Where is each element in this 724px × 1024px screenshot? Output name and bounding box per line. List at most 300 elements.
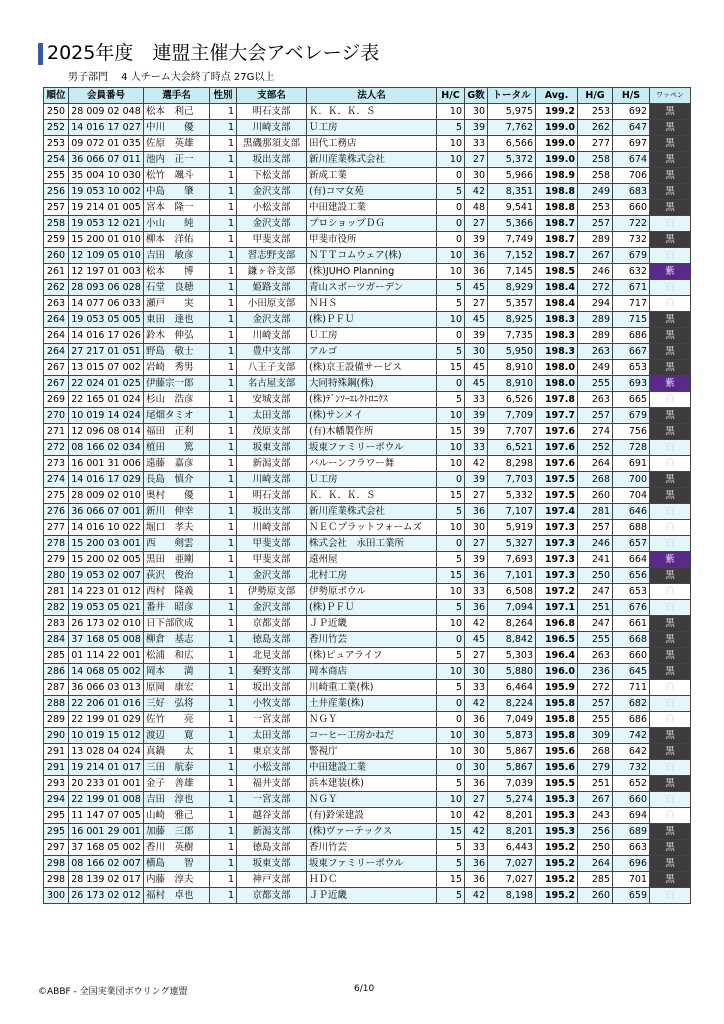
cell-gender: 1: [210, 696, 237, 712]
cell-gender: 1: [210, 376, 237, 392]
cell-badge: 白: [650, 392, 691, 408]
cell-gender: 1: [210, 216, 237, 232]
cell-handicap: 0: [437, 632, 465, 648]
cell-company: 新川産業株式会社: [307, 504, 437, 520]
cell-gender: 1: [210, 312, 237, 328]
table-row: [44, 328, 691, 344]
cell-high-game: 257: [578, 520, 613, 536]
cell-average: 195.3: [536, 808, 578, 824]
cell-total: 7,107: [488, 504, 536, 520]
cell-rank: 298: [44, 856, 69, 872]
cell-high-series: 686: [613, 712, 650, 728]
cell-handicap: 15: [437, 568, 465, 584]
cell-company: 坂東ファミリーボウル: [307, 440, 437, 456]
cell-high-series: 664: [613, 552, 650, 568]
cell-company: 土井産業(株): [307, 696, 437, 712]
cell-player-name: 福村 卓也: [144, 888, 210, 904]
cell-average: 197.4: [536, 504, 578, 520]
cell-high-series: 686: [613, 328, 650, 344]
cell-gender: 1: [210, 200, 237, 216]
cell-average: 197.7: [536, 408, 578, 424]
cell-high-series: 701: [613, 872, 650, 888]
cell-badge: 白: [650, 520, 691, 536]
cell-player-name: 岩崎 秀男: [144, 360, 210, 376]
cell-average: 198.0: [536, 360, 578, 376]
cell-company: (株)サンメイ: [307, 408, 437, 424]
cell-badge: 黒: [650, 824, 691, 840]
cell-player-name: 石堂 良穂: [144, 280, 210, 296]
table-row: [44, 376, 691, 392]
cell-member-no: 16 001 29 001: [69, 824, 144, 840]
cell-badge: 黒: [650, 168, 691, 184]
cell-member-no: 26 173 02 010: [69, 616, 144, 632]
cell-rank: 298: [44, 872, 69, 888]
cell-games: 30: [465, 344, 488, 360]
cell-badge: 白: [650, 504, 691, 520]
cell-member-no: 36 066 03 013: [69, 680, 144, 696]
cell-company: アルゴ: [307, 344, 437, 360]
cell-games: 30: [465, 744, 488, 760]
cell-games: 42: [465, 888, 488, 904]
cell-high-game: 241: [578, 552, 613, 568]
cell-high-game: 243: [578, 808, 613, 824]
table-row: [44, 776, 691, 792]
cell-high-game: 260: [578, 488, 613, 504]
cell-average: 195.6: [536, 760, 578, 776]
table-row: [44, 760, 691, 776]
cell-rank: 264: [44, 328, 69, 344]
cell-handicap: 10: [437, 440, 465, 456]
cell-rank: 291: [44, 744, 69, 760]
cell-total: 5,867: [488, 760, 536, 776]
cell-handicap: 15: [437, 824, 465, 840]
cell-member-no: 35 004 10 030: [69, 168, 144, 184]
cell-badge: 白: [650, 760, 691, 776]
cell-games: 33: [465, 392, 488, 408]
cell-player-name: 三好 弘将: [144, 696, 210, 712]
cell-branch: 川崎支部: [237, 520, 307, 536]
cell-high-series: 660: [613, 200, 650, 216]
cell-member-no: 27 217 01 051: [69, 344, 144, 360]
cell-player-name: 長島 慎介: [144, 472, 210, 488]
cell-high-series: 659: [613, 888, 650, 904]
cell-company: 甲斐市役所: [307, 232, 437, 248]
table-row: [44, 840, 691, 856]
cell-badge: 黒: [650, 424, 691, 440]
cell-branch: 小田原支部: [237, 296, 307, 312]
title-accent-bar: [38, 43, 43, 65]
cell-high-series: 691: [613, 456, 650, 472]
cell-member-no: 28 093 06 028: [69, 280, 144, 296]
cell-games: 27: [465, 296, 488, 312]
cell-high-game: 309: [578, 728, 613, 744]
cell-gender: 1: [210, 424, 237, 440]
cell-company: ＮＧＹ: [307, 712, 437, 728]
cell-average: 198.8: [536, 184, 578, 200]
cell-games: 30: [465, 664, 488, 680]
cell-rank: 288: [44, 696, 69, 712]
cell-badge: 白: [650, 600, 691, 616]
cell-handicap: 5: [437, 392, 465, 408]
cell-high-series: 665: [613, 392, 650, 408]
page-subtitle: 男子部門 4 人チーム大会終了時点 27G以上: [68, 72, 275, 83]
cell-rank: 264: [44, 312, 69, 328]
header-high-game: H/G: [578, 88, 613, 104]
cell-high-series: 711: [613, 680, 650, 696]
cell-company: 株式会社 永田工業所: [307, 536, 437, 552]
cell-gender: 1: [210, 680, 237, 696]
cell-branch: 茂原支部: [237, 424, 307, 440]
average-table: [43, 87, 691, 904]
cell-player-name: 原岡 康宏: [144, 680, 210, 696]
cell-high-game: 251: [578, 776, 613, 792]
cell-average: 197.8: [536, 392, 578, 408]
cell-member-no: 14 077 06 033: [69, 296, 144, 312]
table-row: [44, 152, 691, 168]
cell-high-series: 742: [613, 728, 650, 744]
cell-rank: 279: [44, 552, 69, 568]
cell-branch: 坂東支部: [237, 856, 307, 872]
cell-handicap: 5: [437, 120, 465, 136]
cell-total: 7,101: [488, 568, 536, 584]
cell-games: 42: [465, 184, 488, 200]
cell-company: 大同特殊鋼(株): [307, 376, 437, 392]
cell-member-no: 14 016 17 029: [69, 472, 144, 488]
cell-gender: 1: [210, 344, 237, 360]
cell-average: 198.8: [536, 200, 578, 216]
cell-company: 新川産業株式会社: [307, 152, 437, 168]
cell-player-name: 岡本 満: [144, 664, 210, 680]
cell-high-game: 260: [578, 888, 613, 904]
cell-company: ＨＤＣ: [307, 872, 437, 888]
cell-high-game: 257: [578, 408, 613, 424]
cell-branch: 鎌ヶ谷支部: [237, 264, 307, 280]
cell-gender: 1: [210, 280, 237, 296]
cell-average: 195.2: [536, 856, 578, 872]
cell-member-no: 11 147 07 005: [69, 808, 144, 824]
cell-company: ＮＴＴコムウェア(株): [307, 248, 437, 264]
cell-member-no: 28 009 02 010: [69, 488, 144, 504]
cell-high-series: 645: [613, 664, 650, 680]
footer-page-number: 6/10: [354, 984, 375, 994]
cell-average: 198.4: [536, 296, 578, 312]
cell-games: 33: [465, 840, 488, 856]
cell-average: 198.7: [536, 232, 578, 248]
cell-player-name: 野島 敬士: [144, 344, 210, 360]
cell-average: 197.5: [536, 488, 578, 504]
cell-handicap: 10: [437, 808, 465, 824]
cell-high-series: 756: [613, 424, 650, 440]
cell-company: プロショップＤＧ: [307, 216, 437, 232]
cell-high-game: 264: [578, 456, 613, 472]
cell-rank: 250: [44, 104, 69, 120]
cell-player-name: 真鍋 太: [144, 744, 210, 760]
cell-badge: 黒: [650, 840, 691, 856]
table-row: [44, 600, 691, 616]
cell-badge: 白: [650, 280, 691, 296]
cell-player-name: 佐竹 亮: [144, 712, 210, 728]
cell-rank: 257: [44, 200, 69, 216]
cell-high-game: 255: [578, 632, 613, 648]
cell-rank: 283: [44, 616, 69, 632]
cell-player-name: 福田 正利: [144, 424, 210, 440]
cell-average: 197.6: [536, 440, 578, 456]
cell-badge: 黒: [650, 728, 691, 744]
cell-games: 36: [465, 248, 488, 264]
cell-games: 36: [465, 712, 488, 728]
cell-branch: 神戸支部: [237, 872, 307, 888]
cell-total: 7,152: [488, 248, 536, 264]
cell-gender: 1: [210, 136, 237, 152]
cell-total: 6,521: [488, 440, 536, 456]
cell-badge: 白: [650, 584, 691, 600]
cell-member-no: 12 096 08 014: [69, 424, 144, 440]
cell-games: 45: [465, 376, 488, 392]
cell-games: 27: [465, 488, 488, 504]
cell-games: 36: [465, 568, 488, 584]
cell-total: 7,703: [488, 472, 536, 488]
cell-high-series: 704: [613, 488, 650, 504]
cell-total: 8,224: [488, 696, 536, 712]
cell-games: 36: [465, 872, 488, 888]
cell-average: 197.3: [536, 552, 578, 568]
table-body: [44, 104, 691, 904]
cell-member-no: 19 053 05 005: [69, 312, 144, 328]
cell-games: 27: [465, 536, 488, 552]
cell-badge: 白: [650, 216, 691, 232]
cell-badge: 黒: [650, 184, 691, 200]
table-row: [44, 552, 691, 568]
table-row: [44, 200, 691, 216]
cell-rank: 270: [44, 408, 69, 424]
cell-member-no: 22 199 01 008: [69, 792, 144, 808]
cell-high-game: 255: [578, 712, 613, 728]
table-row: [44, 808, 691, 824]
cell-branch: 小松支部: [237, 200, 307, 216]
cell-branch: 甲斐支部: [237, 552, 307, 568]
cell-handicap: 10: [437, 264, 465, 280]
cell-games: 39: [465, 328, 488, 344]
table-row: [44, 456, 691, 472]
cell-branch: 豊中支部: [237, 344, 307, 360]
table-row: [44, 712, 691, 728]
cell-high-game: 263: [578, 344, 613, 360]
cell-high-series: 688: [613, 520, 650, 536]
cell-company: Ｕ工房: [307, 328, 437, 344]
cell-handicap: 10: [437, 792, 465, 808]
cell-handicap: 10: [437, 152, 465, 168]
cell-member-no: 22 165 01 024: [69, 392, 144, 408]
cell-high-game: 281: [578, 504, 613, 520]
cell-company: ＮＨＳ: [307, 296, 437, 312]
cell-badge: 黒: [650, 136, 691, 152]
cell-gender: 1: [210, 408, 237, 424]
cell-rank: 253: [44, 136, 69, 152]
cell-company: 伊勢原ボウル: [307, 584, 437, 600]
cell-badge: 白: [650, 440, 691, 456]
table-row: [44, 728, 691, 744]
cell-rank: 263: [44, 296, 69, 312]
table-row: [44, 424, 691, 440]
header-member-no: 会員番号: [69, 88, 144, 104]
cell-high-game: 285: [578, 872, 613, 888]
cell-branch: 伊勢原支部: [237, 584, 307, 600]
cell-badge: 黒: [650, 344, 691, 360]
cell-total: 7,027: [488, 856, 536, 872]
cell-handicap: 0: [437, 760, 465, 776]
cell-average: 196.8: [536, 616, 578, 632]
cell-average: 195.3: [536, 792, 578, 808]
cell-rank: 255: [44, 168, 69, 184]
cell-rank: 281: [44, 584, 69, 600]
cell-member-no: 22 199 01 029: [69, 712, 144, 728]
cell-branch: 坂出支部: [237, 504, 307, 520]
cell-gender: 1: [210, 824, 237, 840]
header-player-name: 選手名: [144, 88, 210, 104]
cell-total: 8,910: [488, 376, 536, 392]
cell-games: 30: [465, 760, 488, 776]
cell-handicap: 15: [437, 360, 465, 376]
cell-games: 42: [465, 456, 488, 472]
cell-branch: 坂出支部: [237, 680, 307, 696]
cell-games: 39: [465, 120, 488, 136]
cell-badge: 白: [650, 712, 691, 728]
cell-badge: 黒: [650, 744, 691, 760]
cell-games: 45: [465, 312, 488, 328]
cell-gender: 1: [210, 536, 237, 552]
cell-branch: 明石支部: [237, 488, 307, 504]
cell-member-no: 36 066 07 011: [69, 152, 144, 168]
cell-member-no: 16 001 31 006: [69, 456, 144, 472]
cell-company: Ｕ工房: [307, 472, 437, 488]
cell-handicap: 5: [437, 600, 465, 616]
table-row: [44, 504, 691, 520]
cell-member-no: 20 233 01 001: [69, 776, 144, 792]
header-rank: 順位: [44, 88, 69, 104]
cell-company: 中田建設工業: [307, 200, 437, 216]
table-row: [44, 216, 691, 232]
cell-member-no: 19 053 02 007: [69, 568, 144, 584]
cell-high-game: 279: [578, 760, 613, 776]
cell-handicap: 10: [437, 248, 465, 264]
cell-handicap: 10: [437, 584, 465, 600]
header-company: 法人名: [307, 88, 437, 104]
cell-member-no: 26 173 02 012: [69, 888, 144, 904]
table-row: [44, 744, 691, 760]
cell-total: 8,842: [488, 632, 536, 648]
cell-high-series: 652: [613, 776, 650, 792]
cell-handicap: 0: [437, 200, 465, 216]
cell-handicap: 10: [437, 744, 465, 760]
cell-badge: 黒: [650, 488, 691, 504]
cell-handicap: 5: [437, 776, 465, 792]
cell-rank: 285: [44, 648, 69, 664]
cell-badge: 黒: [650, 568, 691, 584]
cell-gender: 1: [210, 248, 237, 264]
cell-handicap: 5: [437, 184, 465, 200]
cell-total: 8,929: [488, 280, 536, 296]
cell-handicap: 5: [437, 856, 465, 872]
header-handicap: H/C: [437, 88, 465, 104]
cell-handicap: 5: [437, 680, 465, 696]
cell-games: 42: [465, 808, 488, 824]
cell-company: 川崎重工業(株): [307, 680, 437, 696]
cell-games: 36: [465, 600, 488, 616]
cell-company: Ｋ．Ｋ．Ｋ．Ｓ: [307, 488, 437, 504]
cell-high-series: 697: [613, 136, 650, 152]
cell-rank: 274: [44, 472, 69, 488]
cell-company: 中田建設工業: [307, 760, 437, 776]
cell-gender: 1: [210, 328, 237, 344]
cell-gender: 1: [210, 520, 237, 536]
cell-rank: 261: [44, 264, 69, 280]
table-row: [44, 312, 691, 328]
cell-high-series: 668: [613, 632, 650, 648]
cell-high-game: 262: [578, 120, 613, 136]
cell-member-no: 15 200 03 001: [69, 536, 144, 552]
cell-average: 195.6: [536, 744, 578, 760]
cell-company: ＪＰ近畿: [307, 616, 437, 632]
cell-rank: 293: [44, 776, 69, 792]
cell-high-game: 246: [578, 264, 613, 280]
cell-high-series: 732: [613, 760, 650, 776]
cell-rank: 269: [44, 392, 69, 408]
cell-branch: 福井支部: [237, 776, 307, 792]
cell-games: 42: [465, 616, 488, 632]
cell-branch: 北見支部: [237, 648, 307, 664]
cell-member-no: 15 200 02 005: [69, 552, 144, 568]
cell-high-game: 253: [578, 200, 613, 216]
cell-player-name: 中島 肇: [144, 184, 210, 200]
table-row: [44, 392, 691, 408]
cell-player-name: 山崎 雅己: [144, 808, 210, 824]
table-row: [44, 664, 691, 680]
cell-rank: 272: [44, 440, 69, 456]
cell-games: 39: [465, 424, 488, 440]
cell-branch: 習志野支部: [237, 248, 307, 264]
cell-badge: 白: [650, 456, 691, 472]
table-row: [44, 168, 691, 184]
header-gender: 性別: [210, 88, 237, 104]
header-branch: 支部名: [237, 88, 307, 104]
cell-badge: 黒: [650, 120, 691, 136]
cell-player-name: 尾畑タミオ: [144, 408, 210, 424]
cell-average: 197.3: [536, 520, 578, 536]
cell-handicap: 15: [437, 872, 465, 888]
cell-company: コーヒー工房かねだ: [307, 728, 437, 744]
cell-gender: 1: [210, 104, 237, 120]
cell-rank: 267: [44, 376, 69, 392]
cell-total: 7,039: [488, 776, 536, 792]
cell-high-game: 247: [578, 616, 613, 632]
cell-high-series: 717: [613, 296, 650, 312]
cell-member-no: 14 068 05 002: [69, 664, 144, 680]
cell-company: (有)鈴栄建設: [307, 808, 437, 824]
cell-high-series: 632: [613, 264, 650, 280]
cell-games: 39: [465, 552, 488, 568]
cell-gender: 1: [210, 872, 237, 888]
cell-high-series: 683: [613, 184, 650, 200]
cell-average: 196.4: [536, 648, 578, 664]
cell-branch: 金沢支部: [237, 568, 307, 584]
cell-member-no: 13 015 07 002: [69, 360, 144, 376]
cell-member-no: 15 200 01 010: [69, 232, 144, 248]
cell-gender: 1: [210, 584, 237, 600]
cell-high-series: 715: [613, 312, 650, 328]
cell-high-series: 732: [613, 232, 650, 248]
cell-handicap: 10: [437, 408, 465, 424]
cell-company: 岡本商店: [307, 664, 437, 680]
